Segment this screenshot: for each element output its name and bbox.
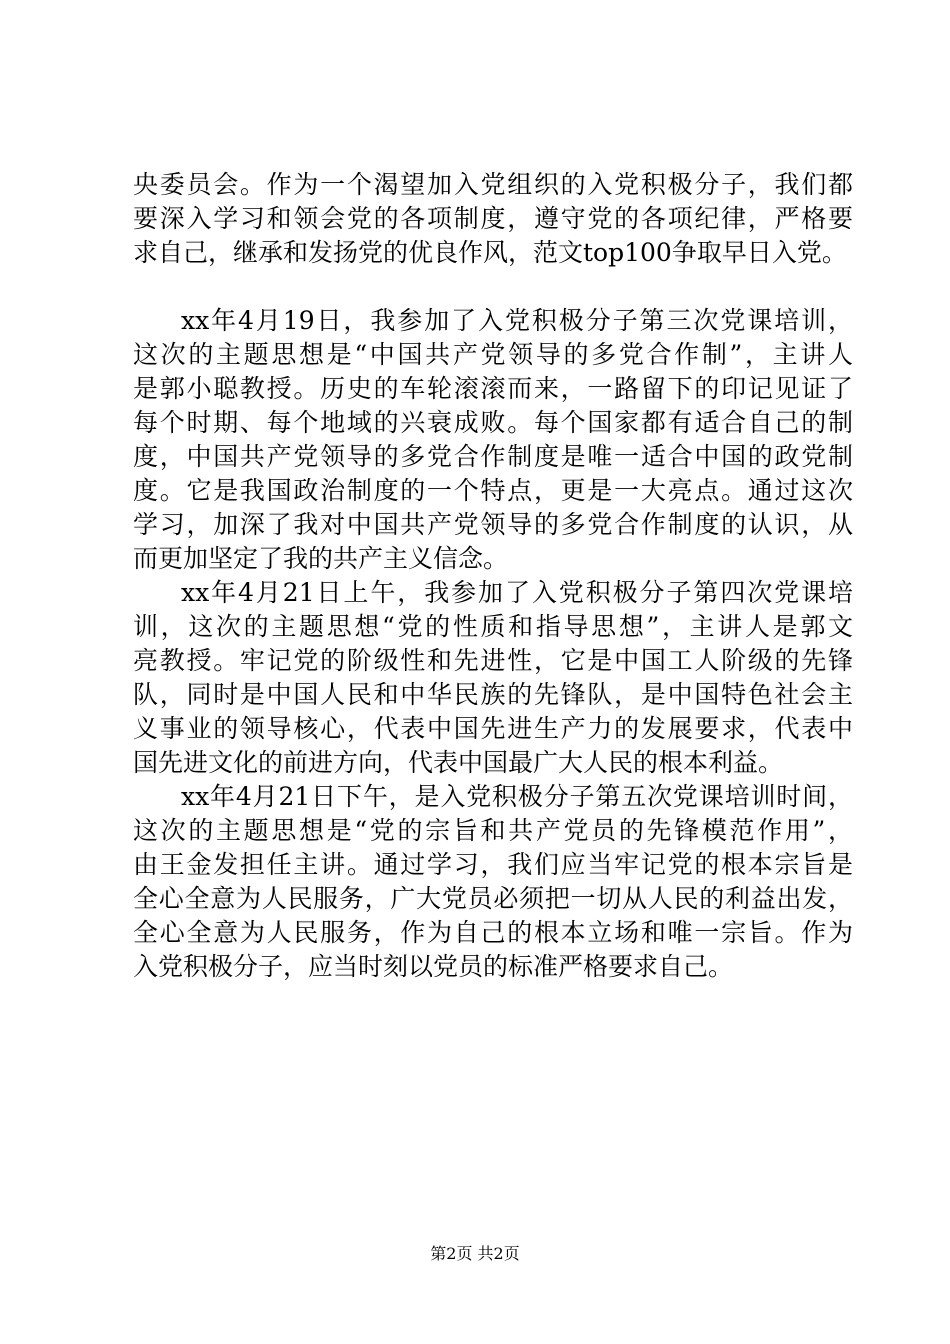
paragraph-2 [133, 304, 853, 576]
text-line: 求自己，继承和发扬党的优良作风，范文top100争取早日入党。 [133, 238, 847, 267]
document-body [133, 168, 853, 984]
text-line: 亮教授。牢记党的阶级性和先进性，它是中国工人阶级的先锋 [133, 646, 853, 675]
paragraph-1 [133, 168, 853, 270]
text-line: 入党积极分子，应当时刻以党员的标准严格要求自己。 [133, 952, 734, 981]
text-line: 国先进文化的前进方向，代表中国最广大人民的根本利益。 [133, 748, 784, 777]
text-line: 度。它是我国政治制度的一个特点，更是一大亮点。通过这次 [133, 476, 853, 505]
text-line: 学习，加深了我对中国共产党领导的多党合作制度的认识，从 [133, 510, 853, 539]
text-line: 由王金发担任主讲。通过学习，我们应当牢记党的根本宗旨是 [133, 850, 853, 879]
text-line: 义事业的领导核心，代表中国先进生产力的发展要求，代表中 [133, 714, 853, 743]
text-line: 要深入学习和领会党的各项制度，遵守党的各项纪律，严格要 [133, 204, 853, 233]
page-number-footer: 第2页 共2页 [430, 1244, 520, 1263]
text-line: 是郭小聪教授。历史的车轮滚滚而来，一路留下的印记见证了 [133, 374, 853, 403]
text-line: 这次的主题思想是“党的宗旨和共产党员的先锋模范作用”， [133, 816, 853, 845]
paragraph-3 [133, 576, 853, 780]
text-line: xx年4月19日，我参加了入党积极分子第三次党课培训， [181, 306, 853, 335]
text-line: xx年4月21日上午，我参加了入党积极分子第四次党课培 [181, 578, 853, 607]
text-line: 全心全意为人民服务，作为自己的根本立场和唯一宗旨。作为 [133, 918, 853, 947]
text-line: 度，中国共产党领导的多党合作制度是唯一适合中国的政党制 [133, 442, 853, 471]
paragraph-4 [133, 780, 853, 984]
text-line: 央委员会。作为一个渴望加入党组织的入党积极分子，我们都 [133, 170, 853, 199]
text-line: 而更加坚定了我的共产主义信念。 [133, 544, 509, 573]
text-line: 队，同时是中国人民和中华民族的先锋队，是中国特色社会主 [133, 680, 853, 709]
text-line: 全心全意为人民服务，广大党员必须把一切从人民的利益出发， [133, 884, 853, 913]
text-line: 这次的主题思想是“中国共产党领导的多党合作制”，主讲人 [133, 340, 853, 369]
text-line: 每个时期、每个地域的兴衰成败。每个国家都有适合自己的制 [133, 408, 853, 437]
text-line: 训，这次的主题思想“党的性质和指导思想”，主讲人是郭文 [133, 612, 853, 641]
text-line: xx年4月21日下午，是入党积极分子第五次党课培训时间， [181, 782, 853, 811]
